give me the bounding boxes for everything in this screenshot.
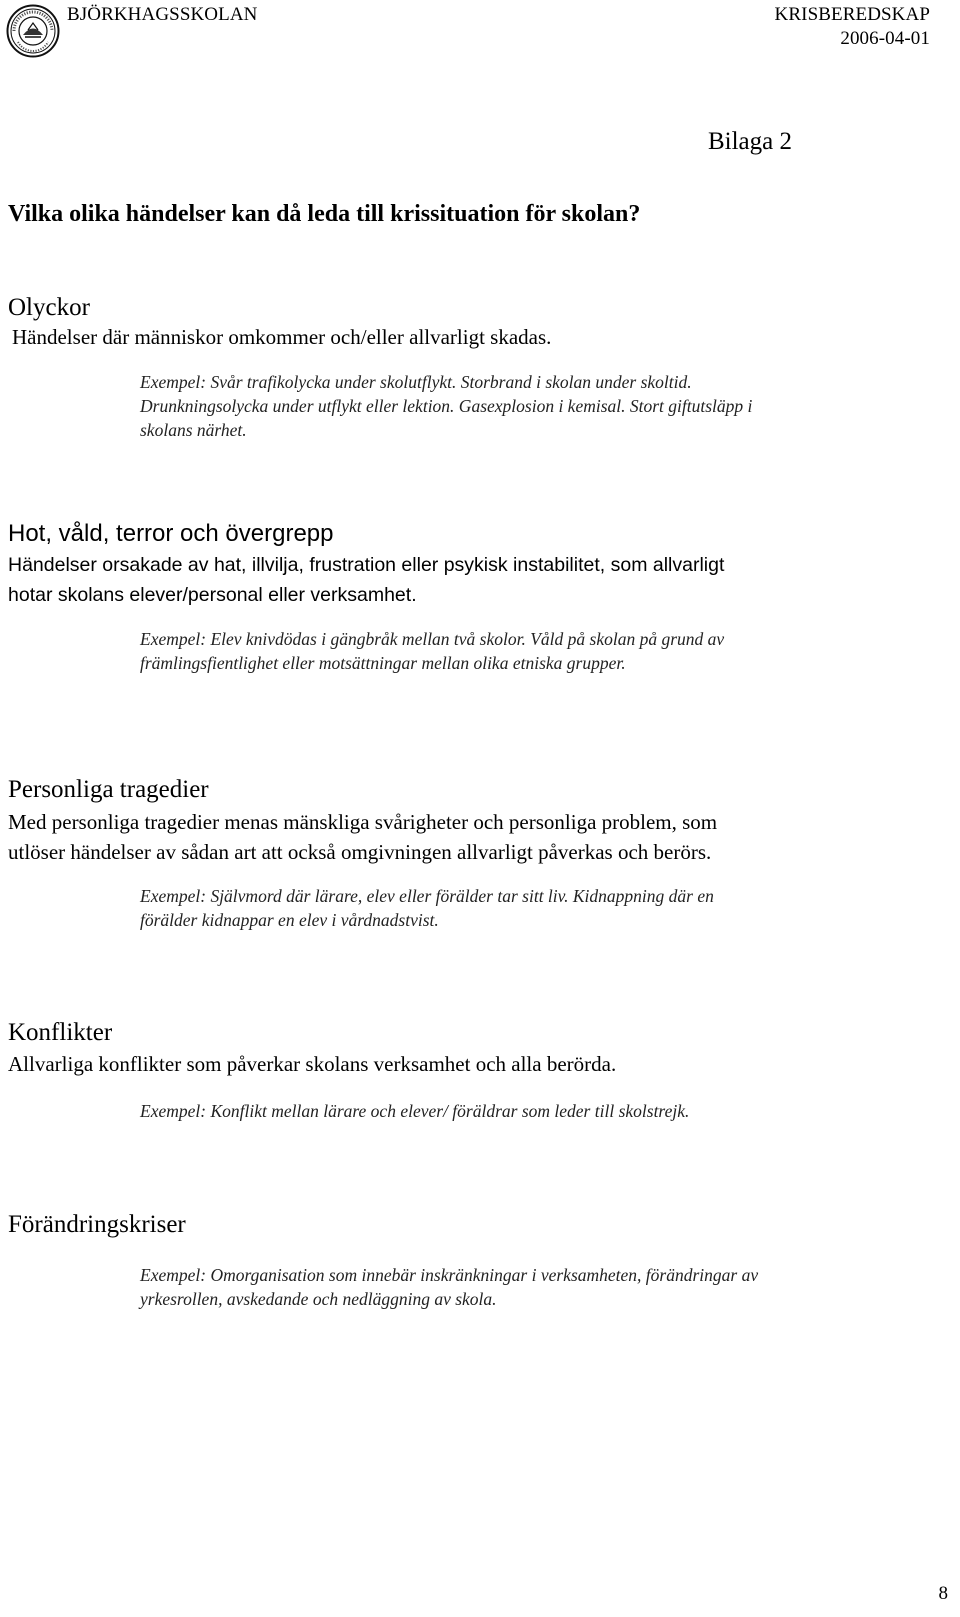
section-title-personliga-tragedier: Personliga tragedier bbox=[8, 776, 209, 803]
section-example-line: främlingsfientlighet eller motsättningar mellan olika etniska grupper. bbox=[140, 653, 626, 673]
header-date: 2006-04-01 bbox=[840, 28, 930, 49]
section-desc-line: Allvarliga konflikter som påverkar skolans verksamhet och alla berörda. bbox=[8, 1052, 617, 1076]
section-desc-line: utlöser händelser av sådan art att också omgivningen allvarligt påverkas och berörs. bbox=[8, 840, 712, 864]
section-example-line: Exempel: Självmord där lärare, elev eller förälder tar sitt liv. Kidnappning där en bbox=[140, 886, 714, 906]
section-title-konflikter: Konflikter bbox=[8, 1019, 113, 1046]
section-example-line: skolans närhet. bbox=[140, 420, 247, 440]
appendix-label: Bilaga 2 bbox=[707, 128, 792, 155]
section-example-line: yrkesrollen, avskedande och nedläggning av skola. bbox=[140, 1289, 497, 1309]
section-desc-line: hotar skolans elever/personal eller verksamhet. bbox=[8, 584, 417, 606]
school-logo bbox=[6, 4, 60, 58]
section-desc-line: Med personliga tragedier menas mänskliga svårigheter och personliga problem, som bbox=[8, 810, 718, 834]
section-title-forandringskriser: Förändringskriser bbox=[8, 1211, 186, 1238]
section-desc-olyckor: Händelser där människor omkommer och/eller allvarligt skadas. bbox=[12, 325, 552, 349]
section-title-olyckor: Olyckor bbox=[8, 294, 90, 321]
page-title: Vilka olika händelser kan då leda till krissituation för skolan? bbox=[8, 201, 641, 227]
section-example-line: Exempel: Elev knivdödas i gängbråk mellan två skolor. Våld på skolan på grund av bbox=[140, 629, 725, 649]
header-school-name: BJÖRKHAGSSKOLAN bbox=[67, 4, 258, 25]
section-example-line: Drunkningsolycka under utflykt eller lektion. Gasexplosion i kemisal. Stort giftutsläpp i bbox=[140, 396, 753, 416]
section-title-hot-vald: Hot, våld, terror och övergrepp bbox=[8, 520, 334, 547]
page-number: 8 bbox=[938, 1583, 948, 1604]
section-desc-line: Händelser orsakade av hat, illvilja, frustration eller psykisk instabilitet, som allvarligt bbox=[8, 554, 725, 576]
section-example-line: förälder kidnappar en elev i vårdnadstvist. bbox=[140, 910, 439, 930]
section-example-line: Exempel: Svår trafikolycka under skolutflykt. Storbrand i skolan under skoltid. bbox=[140, 372, 692, 392]
section-example-line: Exempel: Omorganisation som innebär inskränkningar i verksamheten, förändringar av bbox=[140, 1265, 759, 1285]
section-example-line: Exempel: Konflikt mellan lärare och elever/ föräldrar som leder till skolstrejk. bbox=[140, 1101, 690, 1121]
header-doc-title: KRISBEREDSKAP bbox=[774, 4, 930, 25]
